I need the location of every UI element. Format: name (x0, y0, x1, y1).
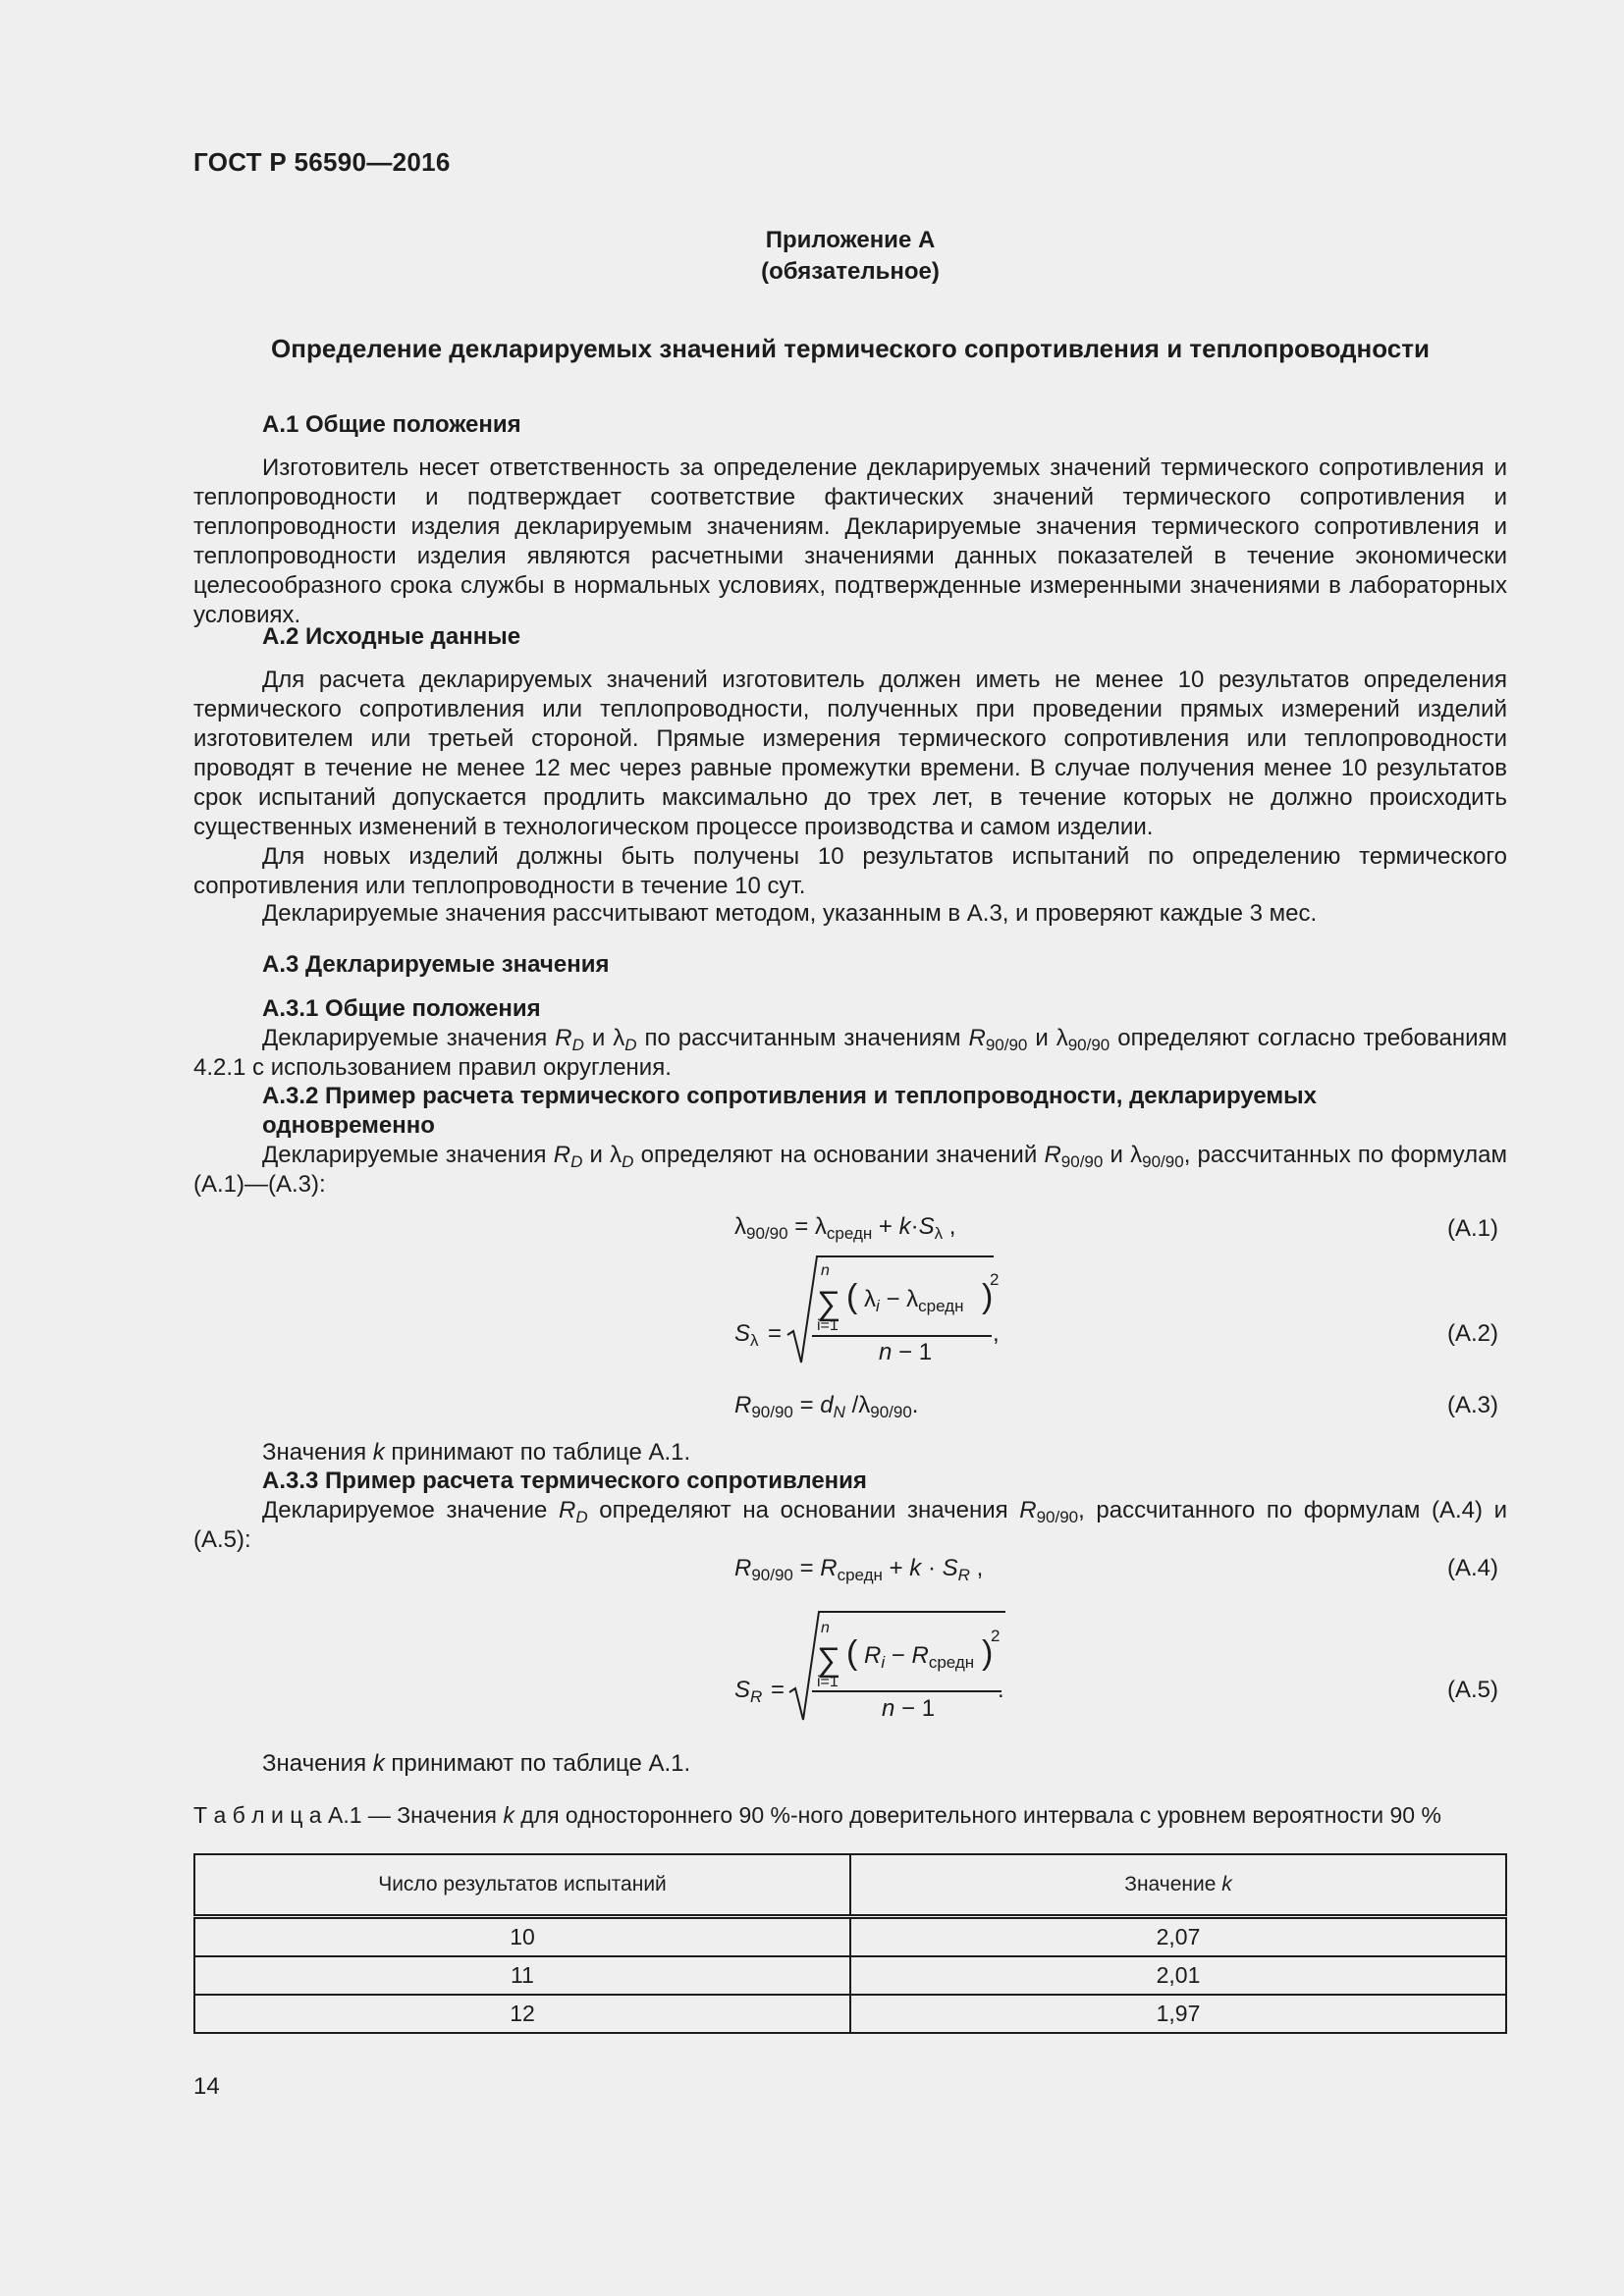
table-row (194, 1956, 1506, 1995)
formula-a5-denominator: n − 1 (882, 1695, 936, 1722)
cell-results-count: 11 (194, 1956, 850, 1995)
equation-number-a1: (А.1) (1447, 1215, 1499, 1242)
table-row (194, 1995, 1506, 2033)
cell-k-value: 2,01 (850, 1956, 1506, 1995)
k-note-1: Значения k принимают по таблице А.1. (262, 1439, 691, 1466)
section-a32-heading: А.3.2 Пример расчета термического сопротивления и теплопроводности, декларируемых одновременно (262, 1083, 1317, 1139)
section-a1-text: Изготовитель несет ответственность за определение декларируемых значений термического сопротивления и теплопроводности и подтверждает соответствие фактических значений термического сопротивления и теплопроводности изделия декларируемым значениям. Декларируемые значения термического сопротивления и теплопроводности изделия являются расчетными значениями данных показателей в течение экономически целесообразного срока службы в нормальных условиях, подтвержденные измеренными значениями в лабораторных условиях. (193, 454, 1507, 628)
equation-number-a3: (А.3) (1447, 1392, 1499, 1418)
annex-title: Приложение А (765, 227, 936, 253)
formula-a3: $R_{90/90} = d_N$ $/\lambda_{90/90}$. (734, 1392, 919, 1421)
sum-upper-a5: n (821, 1620, 830, 1636)
k-note-2: Значения k принимают по таблице А.1. (262, 1750, 691, 1777)
cell-results-count: 12 (194, 1995, 850, 2033)
column-header-results-count: Число результатов испытаний (194, 1854, 850, 1917)
section-a31-text: Декларируемые значения $R_D$ и $\lambda_D$ по рассчитанным значениям $R_{90/90}$ и $\lambda_{90/90}$ определяют согласно требованиям 4.2.1 с использованием правил округления. (193, 1025, 1507, 1081)
sum-sign-a2: ∑ (817, 1285, 841, 1322)
cell-k-value: 1,97 (850, 1995, 1506, 2033)
column-header-k-value: Значение k (850, 1854, 1506, 1917)
formula-a5-eq: = (771, 1677, 785, 1703)
cell-k-value: 2,07 (850, 1917, 1506, 1957)
equation-number-a2: (А.2) (1447, 1320, 1499, 1347)
document-code: ГОСТ Р 56590—2016 (193, 147, 451, 177)
formula-a2-eq: = (768, 1320, 783, 1347)
section-a31-heading: А.3.1 Общие положения (262, 995, 541, 1022)
formula-a5-numerator: $R_i - R_{средн}$ (864, 1642, 975, 1672)
section-a2-text-2: Для новых изделий должны быть получены 10 результатов испытаний по определению термического сопротивления или теплопроводности в течение 10 сут. (193, 843, 1507, 899)
k-values-table (193, 1853, 1507, 2034)
section-a1-heading: А.1 Общие положения (262, 411, 521, 438)
formula-a1: $\lambda_{90/90} = \lambda_{средн} + k\cdot S_\lambda$ , (734, 1213, 956, 1243)
formula-a2-lhs: $S_\lambda$ (734, 1320, 759, 1350)
section-a2-heading: А.2 Исходные данные (262, 623, 521, 650)
page-number: 14 (193, 2073, 220, 2100)
table-row (194, 1917, 1506, 1957)
table-caption: Т а б л и ц а А.1 — Значения k для одностороннего 90 %-ного доверительного интервала с уровнем вероятности 90 % (193, 1802, 1441, 1828)
fraction-bar-a2 (812, 1335, 992, 1337)
cell-results-count: 10 (194, 1917, 850, 1957)
section-a32-text: Декларируемые значения $R_D$ и $\lambda_D$ определяют на основании значений $R_{90/90}$ и $\lambda_{90/90}$, рассчитанных по формулам (А.1)—(А.3): (193, 1142, 1508, 1198)
sum-upper-a2: n (821, 1262, 830, 1279)
fraction-bar-a5 (812, 1690, 1001, 1692)
sum-sign-a5: ∑ (817, 1641, 841, 1679)
table-header-row (194, 1854, 1506, 1917)
sum-lower-a2: i=1 (817, 1317, 839, 1334)
section-a2-text-1: Для расчета декларируемых значений изготовитель должен иметь не менее 10 результатов определения термического сопротивления или теплопроводности, полученных при проведении прямых измерений изделий изготовителем или третьей стороной. Прямые измерения термического сопротивления или теплопроводности проводят в течение не менее 12 мес через равные промежутки времени. В случае получения менее 10 результатов срок испытаний допускается продлить максимально до трех лет, в течение которых не должно происходить существенных изменений в технологическом процессе производства и самом изделии. (193, 667, 1507, 840)
section-a3-heading: А.3 Декларируемые значения (262, 951, 610, 978)
formula-a5-lhs: $S_R$ (734, 1677, 763, 1706)
equation-number-a4: (А.4) (1447, 1555, 1499, 1581)
section-a2-text-3: Декларируемые значения рассчитывают методом, указанным в А.3, и проверяют каждые 3 мес. (262, 900, 1318, 927)
section-a33-text: Декларируемое значение $R_D$ определяют на основании значения $R_{90/90}$, рассчитанного по формулам (А.4) и (А.5): (193, 1497, 1507, 1553)
annex-status: (обязательное) (761, 258, 940, 285)
main-title: Определение декларируемых значений термического сопротивления и теплопроводности (271, 334, 1430, 363)
formula-a4: $R_{90/90} = R_{средн} + k \cdot S_R$ , (734, 1555, 984, 1584)
equation-number-a5: (А.5) (1447, 1677, 1499, 1703)
formula-a2-numerator: $\lambda_i - \lambda_{средн}$ (864, 1286, 964, 1315)
formula-a2-denominator: n − 1 (879, 1339, 933, 1365)
sum-lower-a5: i=1 (817, 1674, 839, 1690)
section-a33-heading: А.3.3 Пример расчета термического сопротивления (262, 1468, 867, 1494)
